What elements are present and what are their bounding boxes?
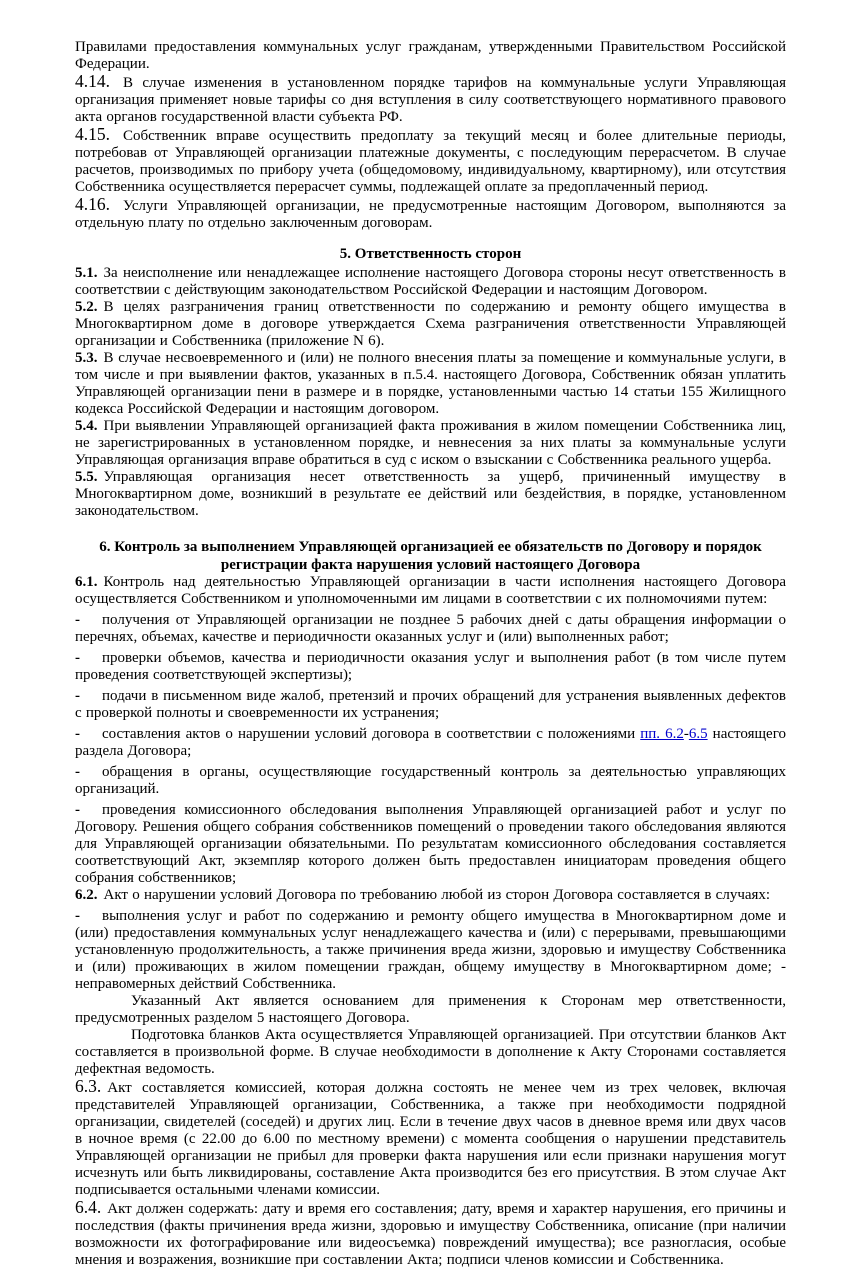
clause-link[interactable]: пп. 6.2: [640, 726, 684, 742]
paragraph-text: Услуги Управляющей организации, не предусмотренные настоящим Договором, выполняются за отдельную плату по отдельно заключенным договорам.: [75, 198, 786, 231]
clause-link[interactable]: 6.5: [688, 726, 708, 742]
clause-number: 5.1.: [75, 265, 98, 281]
paragraph: [75, 196, 786, 232]
clause-number: 4.15.: [75, 124, 110, 144]
paragraph-text: проверки объемов, качества и периодичности оказания услуг и выполнения работ (в том числе путем проведения соответствующей экспертизы);: [75, 650, 786, 683]
paragraph-text: обращения в органы, осуществляющие государственный контроль за деятельностью управляющих организаций.: [75, 764, 786, 797]
list-item: [75, 908, 786, 993]
paragraph: [75, 1027, 786, 1078]
paragraph-text: Собственник вправе осуществить предоплату за текущий месяц и более длительные периоды, потребовав от Управляющей организации платежные документы, с последующим перерасчетом. В случае расчетов, производимых по прибору учета (общедомовому, индивидуальному, квартирному), или отсутствия Собственника осуществляется перерасчет суммы, подлежащей оплате за предоплаченный период.: [75, 128, 786, 195]
paragraph: [75, 73, 786, 126]
clause-number: 6.4.: [75, 1197, 102, 1217]
paragraph: [75, 469, 786, 520]
paragraph: [75, 350, 786, 418]
section-heading-6: 6. Контроль за выполнением Управляющей организацией ее обязательств по Договору и порядок регистрации факта нарушения условий настоящего Договора: [99, 539, 762, 573]
paragraph: [75, 39, 786, 73]
list-item: [75, 650, 786, 684]
paragraph: [75, 887, 786, 904]
paragraph-text: выполнения услуг и работ по содержанию и ремонту общего имущества в Многоквартирном доме и (или) предоставления коммунальных услуг ненадлежащего качества и (или) с перерывами, превышающими установленную продолжительность, а также причинения вреда жизни, здоровью и имуществу Собственника и (или) проживающих в жилом помещении граждан, общему имуществу в Многоквартирном доме; - неправомерных действий Собственника.: [75, 908, 786, 992]
paragraph-text: Акт должен содержать: дату и время его составления; дату, время и характер нарушения, его причины и последствия (факты причинения вреда жизни, здоровью и имуществу Собственника, описание (при наличии возможности их фотографирование или видеосъемка) повреждений имущества); все разногласия, особые мнения и возражения, возникшие при составлении Акта; подписи членов комиссии и Собственника.: [75, 1201, 786, 1268]
paragraph-text: Акт о нарушении условий Договора по требованию любой из сторон Договора составляется в случаях:: [103, 887, 771, 903]
paragraph: [75, 1078, 786, 1199]
dash-bullet: -: [75, 908, 80, 924]
paragraph-text: В случае несвоевременного и (или) не полного внесения платы за помещение и коммунальные услуги, в том числе и при выявлении фактов, указанных в п.5.4. настоящего Договора, Собственник обязан уплатить Управляющей организации пени в размере и в порядке, установленными частью 14 статьи 155 Жилищного кодекса Российской Федерации и настоящим договором.: [75, 350, 786, 417]
paragraph-text: Подготовка бланков Акта осуществляется Управляющей организацией. При отсутствии бланков Акт составляется в произвольной форме. В случае необходимости в дополнение к Акту Сторонами составляется дефектная ведомость.: [75, 1027, 786, 1077]
clause-number: 4.14.: [75, 71, 110, 91]
text-run: настоящего раздела Договора;: [75, 726, 786, 759]
paragraph-text: Указанный Акт является основанием для применения к Сторонам мер ответственности, предусмотренных разделом 5 настоящего Договора.: [75, 993, 786, 1026]
paragraph-text: Правилами предоставления коммунальных услуг гражданам, утвержденными Правительством Российской Федерации.: [75, 39, 786, 72]
list-item: [75, 726, 786, 760]
paragraph: [75, 574, 786, 608]
list-item: [75, 612, 786, 646]
clause-number: 5.4.: [75, 418, 98, 434]
clause-number: 6.2.: [75, 887, 98, 903]
paragraph-text: Акт составляется комиссией, которая должна состоять не менее чем из трех человек, включая представителей Управляющей организации, Собственника, а также при необходимости подрядной организации, свидетелей (соседей) и других лиц. Если в течение двух часов в дневное время или двух часов в ночное время (с 22.00 до 6.00 по местному времени) с момента сообщения о нарушении представитель Управляющей организации не прибыл для проверки факта нарушения или если признаки нарушения могут исчезнуть или быть ликвидированы, составление Акта производится без его присутствия. В этом случае Акт подписывается остальными членами комиссии.: [75, 1080, 786, 1198]
paragraph-text: Контроль над деятельностью Управляющей организации в части исполнения настоящего Договора осуществляется Собственником и уполномоченными им лицами в соответствии с их полномочиями путем:: [75, 574, 786, 607]
text-run: составления актов о нарушении условий договора в соответствии с положениями: [102, 726, 641, 742]
dash-bullet: -: [75, 802, 80, 818]
dash-bullet: -: [75, 764, 80, 780]
paragraph: [75, 126, 786, 196]
clause-number: 4.16.: [75, 194, 110, 214]
paragraph-text: проведения комиссионного обследования выполнения Управляющей организацией работ и услуг по Договору. Решения общего собрания собственников помещений о проведении такого обследования являются для Управляющей организации обязательными. По результатам комиссионного обследования составляется соответствующий Акт, экземпляр которого должен быть предоставлен инициаторам проведения общего собрания собственников;: [75, 802, 786, 886]
paragraph-text: За неисполнение или ненадлежащее исполнение настоящего Договора стороны несут ответственность в соответствии с действующим законодательством Российской Федерации и настоящим Договором.: [75, 265, 786, 298]
text-run: -: [683, 726, 689, 742]
paragraph-text: При выявлении Управляющей организацией факта проживания в жилом помещении Собственника лиц, не зарегистрированных в установленном порядке, и невнесения за них платы за коммунальные услуги Управляющая организация вправе обратиться в суд с иском о взыскании с Собственника реального ущерба.: [75, 418, 786, 468]
paragraph-text: В целях разграничения границ ответственности по содержанию и ремонту общего имущества в Многоквартирном доме в договоре утверждается Схема разграничения ответственности Управляющей организации и Собственника (приложение N 6).: [75, 299, 786, 349]
clause-number: 5.2.: [75, 299, 98, 315]
dash-bullet: -: [75, 650, 80, 666]
list-item: [75, 764, 786, 798]
section-heading-5: 5. Ответственность сторон: [339, 246, 522, 262]
paragraph: [75, 265, 786, 299]
document-body: [75, 39, 786, 1269]
clause-number: 5.3.: [75, 350, 98, 366]
paragraph: [75, 299, 786, 350]
list-item: [75, 688, 786, 722]
dash-bullet: -: [75, 612, 80, 628]
dash-bullet: -: [75, 688, 80, 704]
paragraph: [75, 993, 786, 1027]
list-item: [75, 802, 786, 887]
paragraph-text: подачи в письменном виде жалоб, претензий и прочих обращений для устранения выявленных дефектов с проверкой полноты и своевременности их устранения;: [75, 688, 786, 721]
clause-number: 6.3.: [75, 1076, 102, 1096]
clause-number: 5.5.: [75, 469, 98, 485]
paragraph: [75, 1199, 786, 1269]
clause-number: 6.1.: [75, 574, 98, 590]
paragraph-text: Управляющая организация несет ответственность за ущерб, причиненный имуществу в Многоквартирном доме, возникший в результате ее действий или бездействия, в порядке, установленном законодательством.: [75, 469, 786, 519]
dash-bullet: -: [75, 726, 80, 742]
paragraph-text: получения от Управляющей организации не позднее 5 рабочих дней с даты обращения информации о перечнях, объемах, качестве и периодичности оказанных услуг и (или) выполненных работ;: [75, 612, 786, 645]
paragraph-text: В случае изменения в установленном порядке тарифов на коммунальные услуги Управляющая организация применяет новые тарифы со дня вступления в силу соответствующего нормативного правового акта органов государственной власти субъекта РФ.: [75, 75, 786, 125]
paragraph: [75, 418, 786, 469]
